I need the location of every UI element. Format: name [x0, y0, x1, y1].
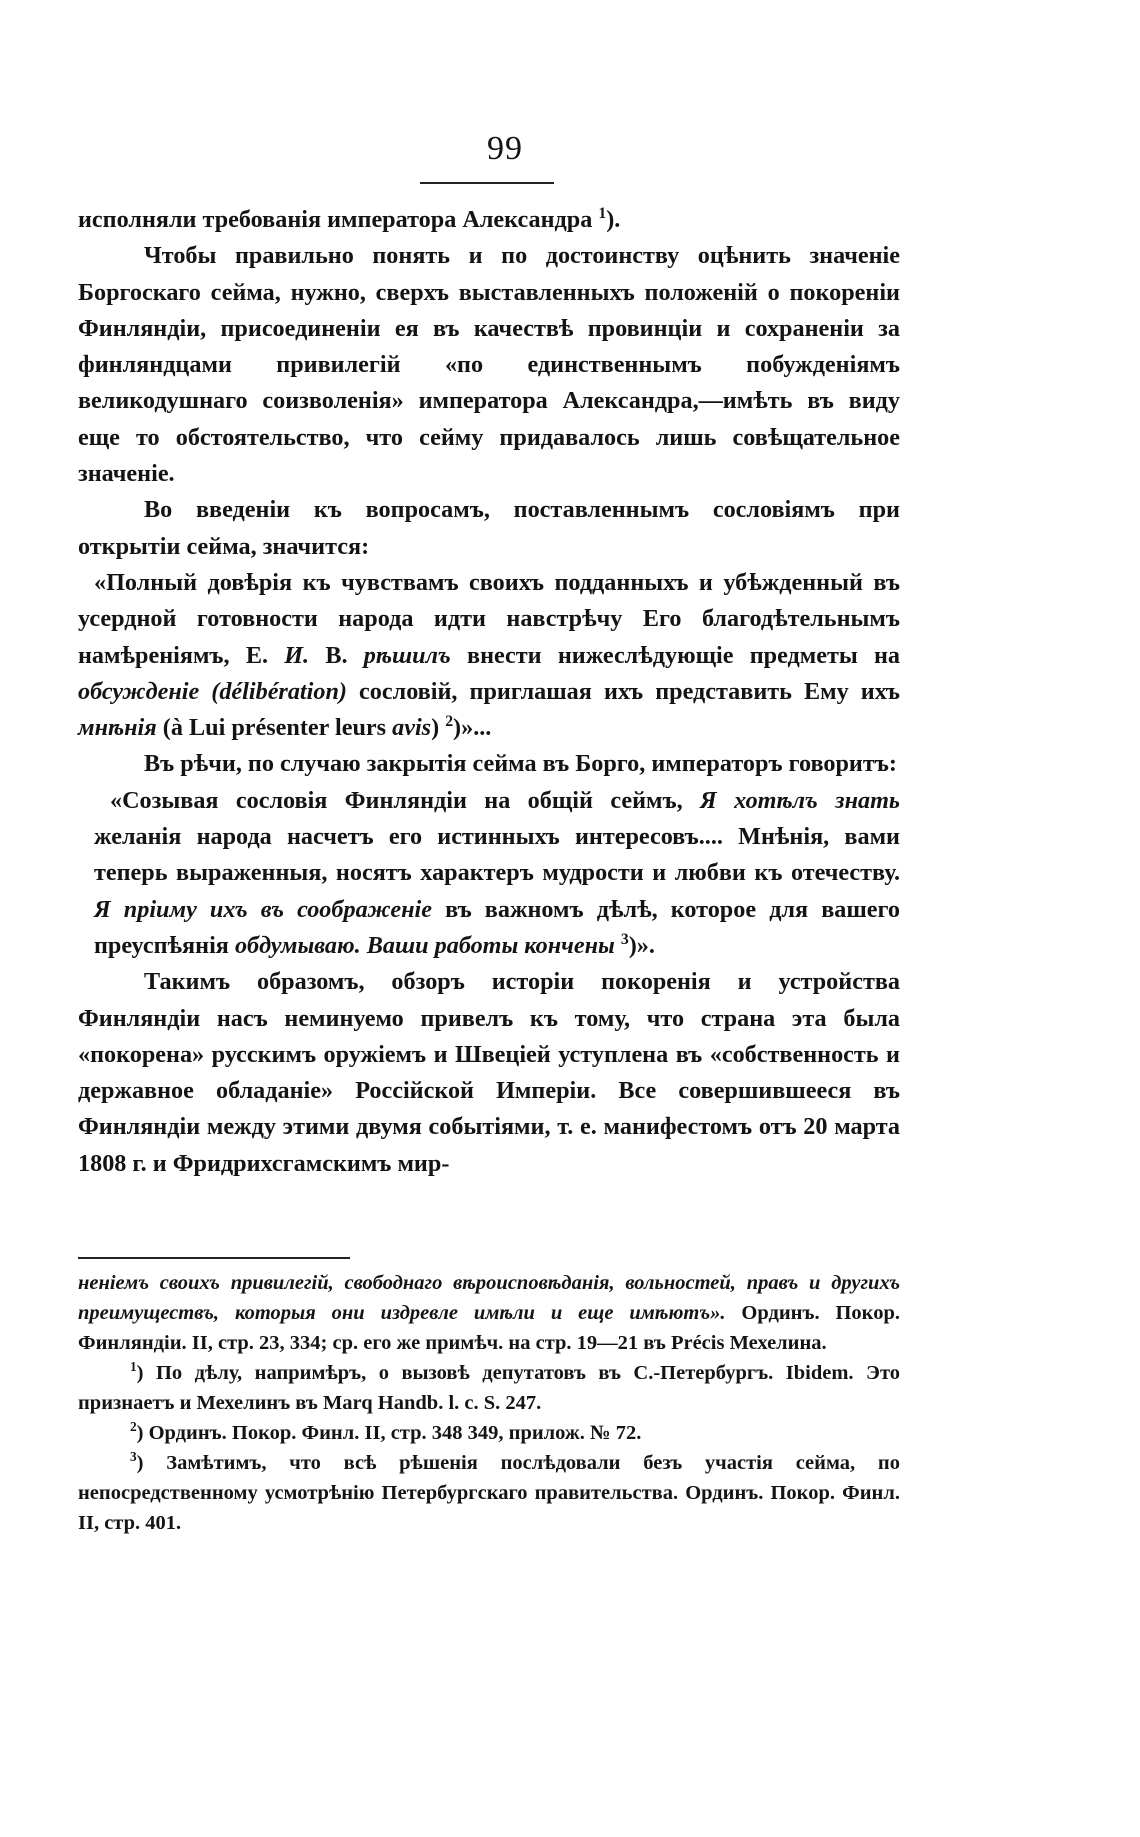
- footnote-2: $^2$) Ординъ. Покор. Финл. II, стр. 348 349, прилож. № 72.: [130, 1419, 642, 1444]
- paragraph: Въ рѣчи, по случаю закрытія сейма въ Борго, императоръ говоритъ:: [144, 750, 897, 778]
- paragraph: Чтобы правильно понять и по достоинству оцѣнить значеніе Боргоскаго сейма, нужно, сверхъ выставленныхъ положеній о покореніи Финляндіи, присоединеніи ея въ качествѣ провинціи и сохраненіи за финляндцами привилегій «по единственнымъ побужденіямъ великодушнаго соизволенія» императора Александра,—имѣть въ виду еще то обстоятельство, что сейму придавалось лишь совѣщательное значеніе.: [78, 242, 900, 488]
- footnote-rule: [78, 1257, 350, 1259]
- footnote-3: $^3$) Замѣтимъ, что всѣ рѣшенія послѣдовали безъ участія сейма, по непосредственному усмотрѣнію Петербургскаго правительства. Ординъ. Покор. Финл. II, стр. 401.: [78, 1449, 900, 1534]
- header-rule: [420, 182, 554, 184]
- paragraph: Такимъ образомъ, обзоръ исторіи покоренія и устройства Финляндіи насъ неминуемо привелъ къ тому, что страна эта была «покорена» русскимъ оружіемъ и Швеціей уступлена въ «собственность и державное обладаніе» Россійской Имперіи. Все совершившееся въ Финляндіи между этими двумя событіями, т. е. манифестомъ отъ 20 марта 1808 г. и Фридрихсгамскимъ мир-: [78, 968, 900, 1177]
- footnote-1: $^1$) По дѣлу, напримѣръ, о вызовѣ депутатовъ въ С.-Петербургъ. Ibidem. Это признаетъ и Мехелинъ въ Marq Handb. l. c. S. 247.: [78, 1359, 900, 1414]
- footnotes: [78, 1268, 900, 1538]
- paragraph: Во введеніи къ вопросамъ, поставленнымъ сословіямъ при открытіи сейма, значится:: [78, 496, 900, 560]
- page-number: 99: [487, 130, 523, 167]
- main-text: [78, 202, 900, 1182]
- quotation: «Созывая сословія Финляндіи на общій сеймъ, Я хотѣлъ знать желанія народа насчетъ его истинныхъ интересовъ.... Мнѣнія, вами теперь выраженныя, носятъ характеръ мудрости и любви къ отечеству. Я пріиму ихъ въ соображеніе въ важномъ дѣлѣ, которое для вашего преуспѣянія обдумываю. Ваши работы кончены $^3$)».: [94, 786, 901, 959]
- paragraph: исполняли требованія императора Александра $^1$).: [78, 204, 621, 233]
- footnote-continuation: неніемъ своихъ привилегій, свободнаго вѣроисповѣданія, вольностей, правъ и другихъ преимуществъ, которыя они издревле имѣли и еще имѣютъ». Ординъ. Покор. Финляндіи. II, стр. 23, 334; ср. его же примѣч. на стр. 19—21 въ Précis Мехелина.: [78, 1272, 900, 1354]
- quotation: «Полный довѣрія къ чувствамъ своихъ подданныхъ и убѣжденный въ усердной готовности народа идти навстрѣчу Его благодѣтельнымъ намѣреніямъ, Е. И. В. рѣшилъ внести нижеслѣдующіе предметы на обсужденіе (délibération) сословій, приглашая ихъ представить Ему ихъ мнѣнія (à Lui présenter leurs avis) $^2$)»...: [78, 568, 900, 742]
